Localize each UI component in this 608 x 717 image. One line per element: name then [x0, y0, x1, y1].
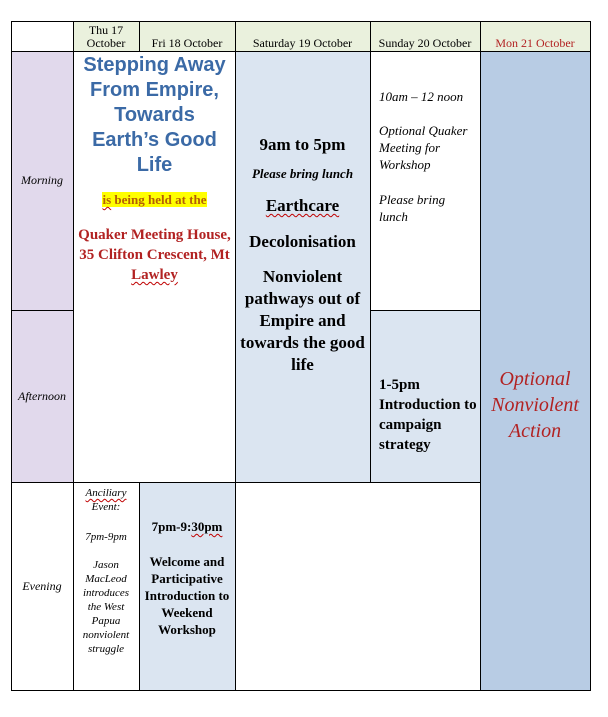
header-sun: Sunday 20 October	[370, 21, 480, 51]
thu-evening-desc: Jason MacLeod introduces the West Papua nonviolent struggle	[82, 559, 130, 655]
sunday-morning-time: 10am – 12 noon	[379, 89, 464, 104]
monday-action: Optional Nonviolent Action	[491, 368, 579, 442]
header-thu: Thu 17 October	[73, 21, 139, 51]
thu-evening-content	[74, 486, 138, 656]
sunday-afternoon-content	[379, 375, 479, 455]
thu-evening-time: 7pm-9pm	[85, 531, 127, 543]
slot-evening: Evening	[22, 578, 62, 593]
saturday-content	[236, 134, 369, 376]
event-title: Stepping Away From Empire, Towards Earth’s Good Life	[83, 54, 226, 176]
slot-morning: Morning	[11, 51, 73, 310]
header-fri: Fri 18 October	[139, 21, 235, 51]
saturday-topic-decolonisation: Decolonisation	[249, 232, 356, 251]
header-mon: Mon 21 October	[480, 21, 590, 51]
corner-cell	[11, 21, 73, 51]
ancillary-event-label: Anciliary Event:	[85, 487, 127, 513]
sunday-campaign-strategy: Introduction to campaign strategy	[379, 397, 477, 453]
fri-evening-time: 7pm-9:30pm	[151, 519, 223, 534]
header-sat: Saturday 19 October	[235, 21, 370, 51]
saturday-bring-lunch: Please bring lunch	[251, 166, 354, 181]
saturday-topic-earthcare: Earthcare	[265, 196, 340, 215]
fri-evening-desc: Welcome and Participative Introduction to Weekend Workshop	[144, 554, 230, 637]
saturday-topic-nonviolent: Nonviolent pathways out of Empire and towards the good life	[240, 267, 365, 374]
held-at-line: is being held at the	[102, 192, 207, 207]
slot-afternoon: Afternoon	[11, 310, 73, 482]
sunday-quaker-meeting: Optional Quaker Meeting for Workshop	[379, 123, 468, 172]
fri-evening-content	[140, 518, 234, 638]
sunday-bring-lunch: Please bring lunch	[379, 192, 446, 224]
sunday-afternoon-time: 1-5pm	[379, 377, 420, 393]
saturday-time: 9am to 5pm	[259, 135, 346, 154]
event-intro-block	[76, 53, 233, 285]
sunday-morning-content	[379, 88, 477, 225]
venue-address: Quaker Meeting House, 35 Clifton Crescent, Mt Lawley	[78, 227, 231, 283]
